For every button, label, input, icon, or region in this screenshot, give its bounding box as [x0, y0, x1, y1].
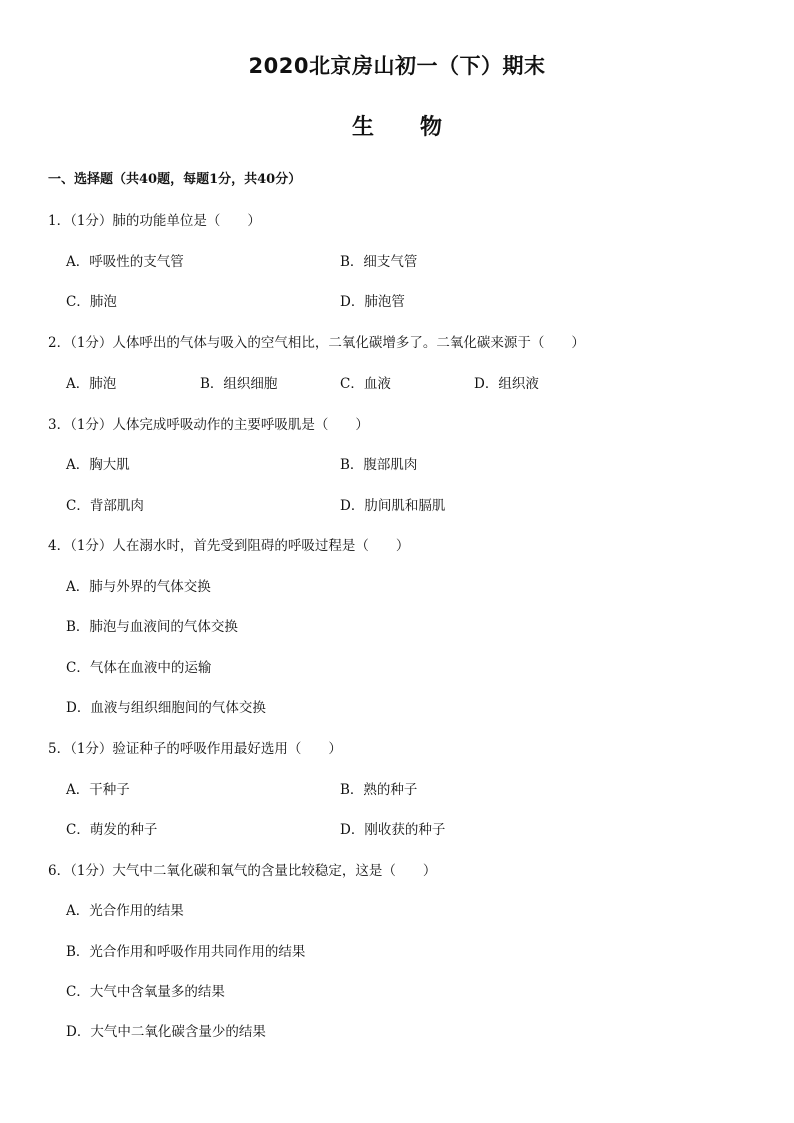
question-6-option-d: D．大气中二氧化碳含量少的结果 — [66, 1024, 266, 1040]
question-6-stem: 6．（1分）大气中二氧化碳和氧气的含量比较稳定，这是（ ） — [48, 863, 437, 879]
question-2-option-b: B．组织细胞 — [200, 376, 278, 392]
question-3-option-d: D．肋间肌和膈肌 — [340, 498, 446, 514]
subject-title-part2: 物 — [420, 115, 443, 140]
question-2-option-c: C．血液 — [340, 376, 391, 392]
question-5-stem: 5．（1分）验证种子的呼吸作用最好选用（ ） — [48, 741, 342, 757]
exam-title: 2020北京房山初一（下）期末 — [248, 54, 546, 78]
question-5-option-d: D．刚收获的种子 — [340, 822, 446, 838]
question-6-option-c: C．大气中含氧量多的结果 — [66, 984, 225, 1000]
question-2-option-a: A．肺泡 — [66, 376, 117, 392]
question-1-option-d: D．肺泡管 — [340, 294, 405, 310]
section-heading: 一、选择题（共40题，每题1分，共40分） — [48, 172, 302, 187]
question-5-option-b: B．熟的种子 — [340, 782, 418, 798]
question-2-stem: 2．（1分）人体呼出的气体与吸入的空气相比，二氧化碳增多了。二氧化碳来源于（ ） — [48, 335, 585, 351]
question-5-option-a: A．干种子 — [66, 782, 130, 798]
question-3-stem: 3．（1分）人体完成呼吸动作的主要呼吸肌是（ ） — [48, 417, 369, 433]
question-6-option-b: B．光合作用和呼吸作用共同作用的结果 — [66, 944, 306, 960]
question-1-option-c: C．肺泡 — [66, 294, 117, 310]
question-6-option-a: A．光合作用的结果 — [66, 903, 184, 919]
question-4-option-b: B．肺泡与血液间的气体交换 — [66, 619, 238, 635]
question-5-option-c: C．萌发的种子 — [66, 822, 158, 838]
question-3-option-c: C．背部肌肉 — [66, 498, 144, 514]
question-4-option-c: C．气体在血液中的运输 — [66, 660, 212, 676]
subject-title-part1: 生 — [351, 115, 374, 140]
question-4-option-a: A．肺与外界的气体交换 — [66, 579, 211, 595]
question-2-option-d: D．组织液 — [474, 376, 539, 392]
question-1-stem: 1．（1分）肺的功能单位是（ ） — [48, 213, 261, 229]
question-1-option-b: B．细支气管 — [340, 254, 418, 270]
question-1-option-a: A．呼吸性的支气管 — [66, 254, 184, 270]
question-4-stem: 4．（1分）人在溺水时，首先受到阻碍的呼吸过程是（ ） — [48, 538, 410, 554]
question-3-option-b: B．腹部肌肉 — [340, 457, 418, 473]
question-3-option-a: A．胸大肌 — [66, 457, 130, 473]
question-4-option-d: D．血液与组织细胞间的气体交换 — [66, 700, 266, 716]
subject-title — [0, 110, 794, 141]
